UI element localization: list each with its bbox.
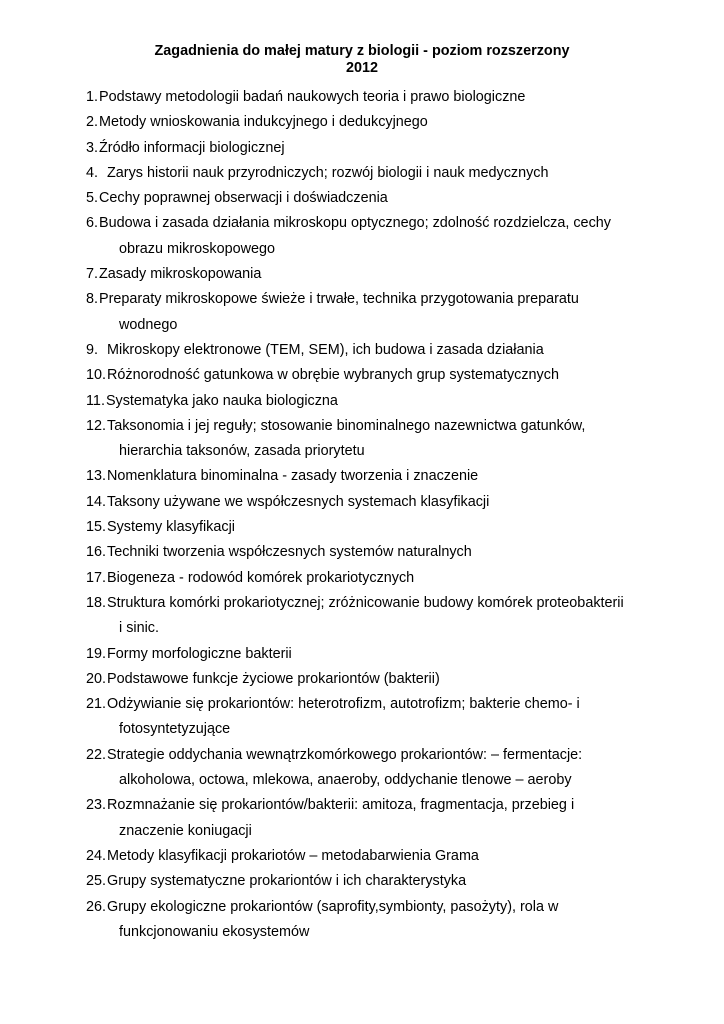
list-item xyxy=(86,262,640,287)
list-item xyxy=(86,287,640,312)
item-text: Zarys historii nauk przyrodniczych; rozwój biologii i nauk medycznych xyxy=(107,164,549,181)
list-item xyxy=(86,490,640,515)
item-number: 16. xyxy=(86,544,107,561)
item-number: 17. xyxy=(86,569,107,586)
item-number: 26. xyxy=(86,898,107,915)
item-text: Budowa i zasada działania mikroskopu optycznego; zdolność rozdzielcza, cechy xyxy=(99,215,611,232)
item-number: 18. xyxy=(86,594,107,611)
item-number: 19. xyxy=(86,645,107,662)
item-continuation: i sinic. xyxy=(119,620,159,637)
item-number: 6. xyxy=(86,215,99,232)
item-continuation: funkcjonowaniu ekosystemów xyxy=(119,923,310,940)
item-number: 5. xyxy=(86,190,99,207)
item-text: Podstawy metodologii badań naukowych teoria i prawo biologiczne xyxy=(99,89,526,105)
item-number: 1. xyxy=(86,89,99,105)
list-item xyxy=(86,110,640,135)
item-number: 9. xyxy=(86,341,99,358)
item-number: 4. xyxy=(86,164,99,181)
item-number: 14. xyxy=(86,493,107,510)
item-number: 25. xyxy=(86,873,107,890)
item-continuation: fotosyntetyzujące xyxy=(119,721,231,738)
list-item xyxy=(86,895,640,920)
list-item xyxy=(86,161,640,186)
list-item xyxy=(86,566,640,591)
item-number: 22. xyxy=(86,746,107,763)
item-text: Struktura komórki prokariotycznej; zróżnicowanie budowy komórek proteobakterii xyxy=(107,594,624,611)
item-continuation: alkoholowa, octowa, mlekowa, anaeroby, oddychanie tlenowe – aeroby xyxy=(119,772,572,789)
list-item xyxy=(86,642,640,667)
list-item xyxy=(86,869,640,894)
item-text: Cechy poprawnej obserwacji i doświadczenia xyxy=(99,190,388,207)
item-continuation: znaczenie koniugacji xyxy=(119,822,252,839)
item-text: Podstawowe funkcje życiowe prokariontów (bakterii) xyxy=(107,670,440,687)
item-number: 15. xyxy=(86,519,107,536)
item-text: Mikroskopy elektronowe (TEM, SEM), ich budowa i zasada działania xyxy=(107,341,544,358)
item-text: Grupy ekologiczne prokariontów (saprofity,symbionty, pasożyty), rola w xyxy=(107,898,559,915)
item-number: 2. xyxy=(86,114,99,131)
item-number: 24. xyxy=(86,847,107,864)
list-item xyxy=(86,667,640,692)
item-text: Systemy klasyfikacji xyxy=(107,519,235,536)
list-item xyxy=(86,464,640,489)
item-text: Rozmnażanie się prokariontów/bakterii: amitoza, fragmentacja, przebieg i xyxy=(107,797,575,814)
item-text: Preparaty mikroskopowe świeże i trwałe, technika przygotowania preparatu xyxy=(99,291,579,308)
item-number: 12. xyxy=(86,417,107,434)
item-number: 10. xyxy=(86,367,107,384)
item-text: Biogeneza - rodowód komórek prokariotycznych xyxy=(107,569,415,586)
item-number: 20. xyxy=(86,670,107,687)
item-text: Nomenklatura binominalna - zasady tworzenia i znaczenie xyxy=(107,468,479,485)
list-item xyxy=(86,540,640,565)
list-item xyxy=(86,211,640,236)
list-item xyxy=(86,743,640,768)
item-number: 21. xyxy=(86,696,107,713)
item-text: Źródło informacji biologicznej xyxy=(99,139,285,156)
item-number: 23. xyxy=(86,797,107,814)
item-text: Metody klasyfikacji prokariotów – metodabarwienia Grama xyxy=(107,847,479,864)
topic-list xyxy=(86,85,640,945)
item-text: Techniki tworzenia współczesnych systemów naturalnych xyxy=(107,544,472,561)
item-continuation: hierarchia taksonów, zasada priorytetu xyxy=(119,443,365,460)
list-item xyxy=(86,793,640,818)
item-text: Różnorodność gatunkowa w obrębie wybranych grup systematycznych xyxy=(107,367,559,384)
item-text: Strategie oddychania wewnątrzkomórkowego prokariontów: – fermentacje: xyxy=(107,746,583,763)
item-text: Odżywianie się prokariontów: heterotrofizm, autotrofizm; bakterie chemo- i xyxy=(107,696,580,713)
list-item xyxy=(86,363,640,388)
item-text: Metody wnioskowania indukcyjnego i dedukcyjnego xyxy=(99,114,428,131)
list-item xyxy=(86,338,640,363)
document-year: 2012 xyxy=(345,60,378,76)
list-item xyxy=(86,692,640,717)
item-text: Systematyka jako nauka biologiczna xyxy=(105,392,338,409)
item-text: Taksonomia i jej reguły; stosowanie binominalnego nazewnictwa gatunków, xyxy=(107,417,586,434)
item-number: 11. xyxy=(86,392,105,409)
list-item xyxy=(86,591,640,616)
list-item xyxy=(86,85,640,110)
item-number: 8. xyxy=(86,291,99,308)
item-number: 3. xyxy=(86,139,99,156)
item-text: Formy morfologiczne bakterii xyxy=(107,645,292,662)
item-text: Zasady mikroskopowania xyxy=(99,266,262,283)
list-item xyxy=(86,136,640,161)
document-title: Zagadnienia do małej matury z biologii - poziom rozszerzony xyxy=(154,43,570,59)
list-item xyxy=(86,186,640,211)
item-text: Taksony używane we współczesnych systemach klasyfikacji xyxy=(107,493,490,510)
item-text: Grupy systematyczne prokariontów i ich charakterystyka xyxy=(107,873,467,890)
list-item xyxy=(86,389,640,414)
item-continuation: obrazu mikroskopowego xyxy=(119,240,275,257)
list-item xyxy=(86,844,640,869)
list-item xyxy=(86,414,640,439)
item-number: 13. xyxy=(86,468,107,485)
list-item xyxy=(86,515,640,540)
item-number: 7. xyxy=(86,266,99,283)
item-continuation: wodnego xyxy=(119,316,178,333)
